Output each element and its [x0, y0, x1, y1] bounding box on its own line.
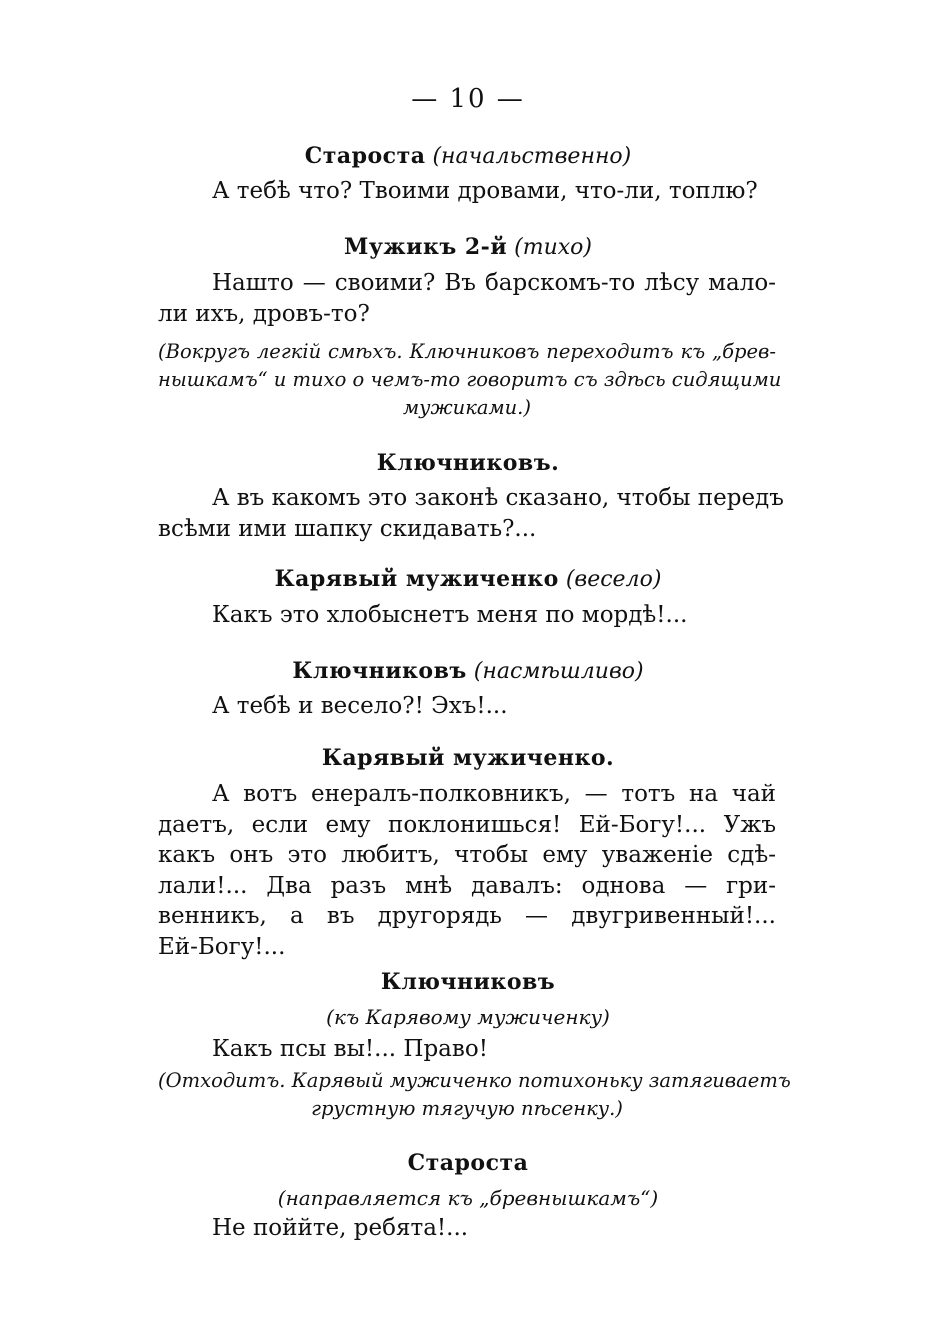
page-number: — 10 —	[411, 84, 525, 114]
speech-line: А тебѣ и весело?! Эхъ!...	[212, 693, 508, 719]
stage-direction	[158, 338, 782, 422]
stage-direction-inline: (начальственно)	[432, 144, 632, 169]
stage-direction-inline: (насмѣшливо)	[473, 659, 644, 684]
speech	[158, 1213, 776, 1244]
stage-direction-inline: (направляется къ „бревнышкамъ“)	[277, 1186, 659, 1210]
speaker-name: Староста	[407, 1150, 529, 1176]
speaker-heading	[0, 141, 936, 172]
speech-line: Ей-Богу!...	[158, 933, 286, 960]
speech	[158, 268, 776, 329]
speech	[158, 176, 776, 207]
speech-line: А тебѣ что? Твоими дровами, что-ли, топлю?	[212, 178, 758, 204]
speech	[158, 779, 776, 962]
speech-line: Нашто — своими? Въ барскомъ-то лѣсу мало-	[212, 270, 776, 296]
speech	[158, 483, 784, 544]
speech	[158, 691, 776, 722]
speech-line: какъ онъ это любитъ, чтобы ему уваженіе сдѣ-	[158, 842, 776, 868]
speech-line: венникъ, а въ другорядь — двугривенный!...	[158, 903, 776, 929]
speaker-heading	[0, 232, 936, 263]
stage-direction-line: (Отходитъ. Карявый мужиченко потихоньку затягиваетъ	[158, 1069, 791, 1092]
speaker-heading	[0, 743, 936, 774]
speaker-heading	[0, 1148, 936, 1213]
speaker-heading	[0, 564, 936, 595]
speech-line: Не поййте, ребята!...	[212, 1215, 469, 1241]
speech-line: Какъ псы вы!... Право!	[212, 1036, 488, 1062]
speech-line: даетъ, если ему поклонишься! Ей-Богу!... Ужъ	[158, 811, 776, 838]
speech-line: ли ихъ, дровъ-то?	[158, 300, 370, 327]
speaker-heading	[0, 967, 936, 1032]
speaker-name: Карявый мужиченко.	[321, 745, 615, 771]
stage-direction-inline: (тихо)	[514, 235, 592, 260]
stage-direction-inline: (къ Карявому мужиченку)	[326, 1005, 610, 1029]
stage-direction-line: грустную тягучую пѣсенку.)	[311, 1097, 623, 1120]
stage-direction-inline: (весело)	[565, 567, 662, 592]
speech	[158, 600, 776, 631]
speaker-name: Староста	[304, 143, 426, 169]
speech-line: А вотъ енералъ-полковникъ, — тотъ на чай	[212, 781, 776, 807]
stage-direction	[158, 1067, 791, 1123]
stage-direction-line: (Вокругъ легкій смѣхъ. Ключниковъ переходитъ къ „брев-	[158, 340, 776, 363]
speech-line: А въ какомъ это законѣ сказано, чтобы передъ	[212, 485, 784, 511]
speaker-name: Ключниковъ.	[376, 450, 560, 476]
speaker-name: Мужикъ 2-й	[343, 234, 508, 260]
stage-direction-line: мужиками.)	[402, 396, 531, 419]
speaker-heading	[0, 448, 936, 479]
speaker-name: Ключниковъ	[380, 969, 556, 995]
speech	[158, 1034, 776, 1065]
speaker-name: Ключниковъ	[292, 658, 467, 684]
speech-line: всѣми ими шапку скидавать?...	[158, 515, 537, 542]
speaker-heading	[0, 656, 936, 687]
stage-direction-line: нышкамъ“ и тихо о чемъ-то говоритъ съ здѣсь сидящими	[158, 368, 782, 391]
speech-line: лали!... Два разъ мнѣ давалъ: однова — гри-	[158, 872, 776, 899]
speaker-name: Карявый мужиченко	[274, 566, 559, 592]
speech-line: Какъ это хлобыснетъ меня по мордѣ!...	[212, 602, 688, 628]
